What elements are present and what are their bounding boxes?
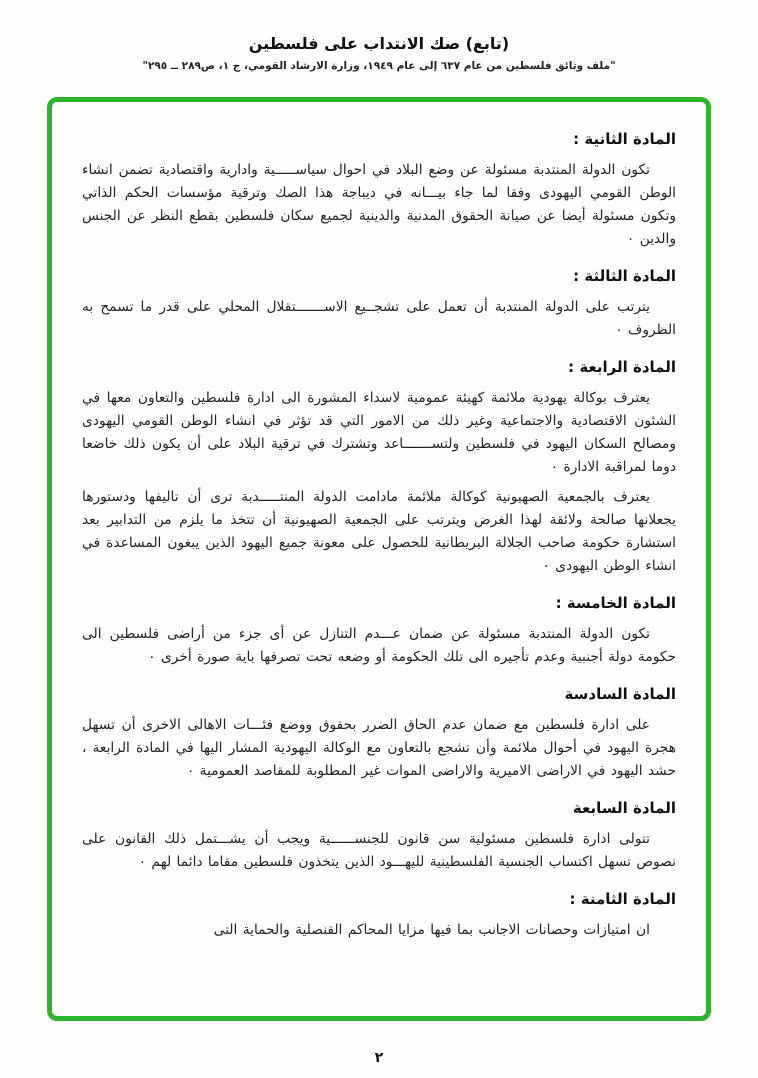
article-paragraph: تتولى ادارة فلسطين مسئولية سن قانون للجنســــــية ويجب أن يشـــتمل ذلك القانون على نصوص تسهل اكتساب الجنسية الفلسطينية لليهـــود الذين يتخذون فلسطين مقاما دائما لهم ٠ [82, 831, 676, 870]
article-heading: المادة الثامنة : [569, 890, 676, 908]
article-paragraph: على ادارة فلسطين مع ضمان عدم الحاق الضرر بحقوق ووضع فئـــات الاهالى الاخرى أن تسهل هجرة اليهود في أحوال ملائمة وأن تشجع بالتعاون مع الوكالة اليهودية المشار اليها في المادة الرابعة ، حشد اليهود في الاراضى الاميرية والاراضى الموات غير المطلوبة للمقاصد العمومية ٠ [82, 717, 676, 779]
document-header [0, 0, 758, 72]
article-heading: المادة السادسة [564, 685, 676, 703]
article-heading: المادة الثالثة : [573, 267, 676, 285]
article-paragraph: تكون الدولة المنتدبة مسئولة عن وضع البلاد في احوال سياســـــية وادارية واقتصادية تضمن انشاء الوطن القومي اليهودى وفقا لما جاء بيـــانه في ديباجة هذا الصك وترقية مؤسسات الحكم الذاتي وتكون مسئولة أيضا عن صيانة الحقوق المدنية والدينية لجميع سكان فلسطين بقطع النظر عن الجنس والدين ٠ [82, 162, 676, 247]
article-section-5 [82, 592, 676, 669]
article-section-8 [82, 888, 676, 942]
article-section-6 [82, 683, 676, 783]
article-heading: المادة الخامسة : [555, 594, 676, 612]
article-paragraph: يترتب على الدولة المنتدبة أن تعمل على تشجــيع الاســـــــتقلال المحلي على قدر ما تسمح به الظروف ٠ [82, 299, 676, 338]
article-paragraph: يعترف بالجمعية الصهيونية كوكالة ملائمة مادامت الدولة المنتـــــدبة ترى أن تاليفها ودستورها يجعلانها صالحة ولائقة لهذا الغرض ويترتب على الجمعية الصهيونية أن تتخذ ما يلزم من التدابير بعد استشارة حكومة صاحب الجلالة البريطانية للحصول على معونة جميع اليهود الذين يبغون المساعدة في انشاء الوطن اليهودى ٠ [82, 489, 676, 574]
document-source-citation: "ملف وثائق فلسطين من عام ٦٣٧ إلى عام ١٩٤٩، وزارة الارشاد القومي، ج ١، ص٢٨٩ ــ ٢٩٥" [142, 60, 616, 72]
page-number: ٢ [374, 1050, 384, 1066]
article-section-4 [82, 356, 676, 578]
content-border-box [47, 97, 711, 1021]
article-heading: المادة السابعة [572, 799, 676, 817]
article-paragraph: ان امتيازات وحصانات الاجانب بما فيها مزايا المحاكم القنصلية والحماية التى [213, 922, 650, 938]
article-paragraph: يعترف بوكالة يهودية ملائمة كهيئة عمومية لاسداء المشورة الى ادارة فلسطين والتعاون معها في الشئون الاقتصادية والاجتماعية وغير ذلك من الامور التي قد تؤثر في انشاء الوطن القومي اليهودى ومصالح السكان اليهود في فلسطين ولتســـــــاعد وتشترك في ترقية البلاد على أن يكون ذلك خاضعا دوما لمراقبة الادارة ٠ [82, 390, 676, 475]
article-section-3 [82, 265, 676, 342]
article-heading: المادة الرابعة : [568, 358, 676, 376]
article-section-7 [82, 797, 676, 874]
article-heading: المادة الثانية : [573, 130, 676, 148]
document-title: (تابع) صك الانتداب على فلسطين [248, 34, 510, 53]
article-section-2 [82, 128, 676, 251]
article-paragraph: تكون الدولة المنتدبة مسئولة عن ضمان عـــدم التنازل عن أى جزء من أراضى فلسطين الى حكومة دولة أجنبية وعدم تأجيره الى تلك الحكومة أو وضعه تحت تصرفها باية صورة أخرى ٠ [82, 626, 676, 665]
